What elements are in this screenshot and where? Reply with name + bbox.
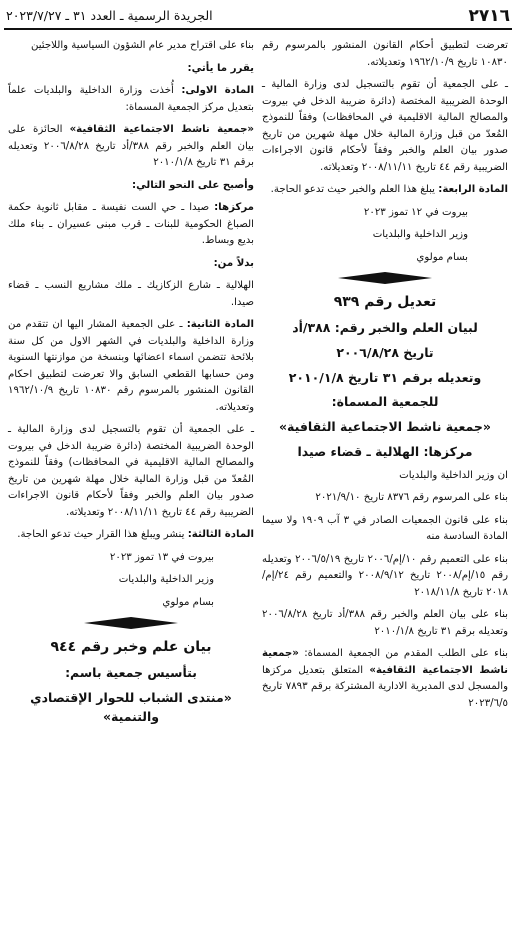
- paragraph: الهلالية ـ شارع الزكازيك ـ ملك مشاريع النسب ـ قضاء صيدا.: [8, 280, 254, 308]
- signatory-name: بسام مولوي: [416, 251, 468, 263]
- paragraph: ـ على الجمعية أن تقوم بالتسجيل لدى وزارة المالية ـ الوحدة الضريبية المختصة (دائرة ضريبة الدخل في بيروت والمصالح المالية الاقليمية في المحافظات) وفقاً للنموذج المُعدّ من قبل وزارة المالية خلال مهلة شهرين من تاريخ صدور بيان العلم والخبر وفقاً لأحكام قانون الاجراءات الضريبية رقم ٤٤ تاريخ ٢٠٠٨/١١/١١ وتعديلاته.: [8, 424, 254, 518]
- association-location: مركزها: الهلالية ـ قضاء صيدا: [297, 443, 473, 459]
- article-label: المادة الرابعة:: [438, 184, 508, 196]
- place-date: بيروت في ١٣ تموز ٢٠٢٣: [109, 551, 214, 563]
- minister-title: وزير الداخلية والبلديات: [372, 229, 468, 241]
- association-name: «منتدى الشباب للحوار الإقتصادي والتنمية»: [30, 690, 232, 724]
- paragraph: بناء على بيان العلم والخبر رقم ٣٨٨/أد تاريخ ٢٠٠٦/٨/٢٨ وتعديله برقم ٣١ تاريخ ٢٠١٠/١/٨: [262, 609, 508, 637]
- place-date: بيروت في ١٢ تموز ٢٠٢٣: [363, 206, 468, 218]
- association-name: «جمعية ناشط الاجتماعية الثقافية»: [69, 124, 254, 136]
- subheading: وأصبح على النحو التالي:: [132, 179, 254, 191]
- paragraph: ان وزير الداخلية والبلديات: [399, 469, 508, 481]
- article-text: ينشر ويبلغ هذا القرار حيث تدعو الحاجة.: [17, 529, 185, 541]
- notice-subtitle: وتعديله برقم ٣١ تاريخ ٢٠١٠/١/٨: [288, 369, 482, 385]
- association-name: «جمعية ناشط الاجتماعية الثقافية»: [262, 648, 508, 676]
- notice-subtitle: لبيان العلم والخبر رقم: ٣٨٨/أد: [292, 320, 478, 336]
- notice-subtitle: تاريخ ٢٠٠٦/٨/٢٨: [336, 344, 434, 360]
- running-header: الجريدة الرسمية ـ العدد ٣١ ـ ٢٠٢٣/٧/٢٧: [6, 8, 213, 23]
- subheading: بدلاً من:: [213, 257, 254, 269]
- notice-title: تعديل رقم ٩٣٩: [333, 294, 437, 311]
- separator-ornament: [338, 272, 432, 284]
- page-number: ٢٧١٦: [468, 6, 510, 26]
- paragraph: بناء على التعميم رقم ١٠/إم/٢٠٠٦ تاريخ ٢٠٠٦/٥/١٩ وتعديله رقم ١٥/إم/٢٠٠٨ تاريخ ٢٠٠٨/٩/١٢ والتعميم رقم ٢٤/إم/٢٠١٨ تاريخ ٢٠١٨/١١/٨: [262, 553, 509, 598]
- article-4: [262, 182, 508, 199]
- paragraph: تعرضت لتطبيق أحكام القانون المنشور بالمرسوم رقم ١٠٨٣٠ تاريخ ١٩٦٢/١٠/٩ وتعديلاته.: [262, 40, 508, 68]
- article-label: المادة الاولى:: [181, 85, 254, 97]
- right-column: [262, 38, 508, 718]
- page-header: [4, 6, 512, 30]
- text: الحائزة على بيان العلم والخبر رقم ٣٨٨/أد تاريخ ٢٠٠٦/٨/٢٨ وتعديله برقم ٣١ تاريخ ٢٠١٠/١/٨: [8, 124, 254, 169]
- article-1: [8, 83, 254, 116]
- article-label: المادة الثانية:: [186, 319, 254, 331]
- signatory-name: بسام مولوي: [162, 596, 214, 608]
- text: المتعلق بتعديل مركزها والمسجل لدى المديرية الادارية المشتركة برقم ٧٨٩٣ تاريخ ٢٠٢٣/٦/٥: [262, 664, 508, 709]
- article-text: يبلغ هذا العلم والخبر حيث تدعو الحاجة.: [270, 184, 435, 196]
- label: مركزها:: [214, 202, 254, 214]
- notice-subtitle: للجمعية المسماة:: [331, 394, 439, 410]
- paragraph: [262, 646, 508, 712]
- article-2: [8, 317, 254, 416]
- text: صيدا ـ حي الست نفيسة ـ مقابل ثانوية حكمة الصباغ الحكومية للبنات ـ قرب مبنى عسيران ـ بناء ملك بديع وبساط.: [8, 202, 254, 247]
- text: بناء على الطلب المقدم من الجمعية المسماة:: [304, 648, 508, 660]
- notice-title: بيان علم وخبر رقم ٩٤٤: [50, 639, 212, 656]
- article-3: [8, 527, 254, 544]
- paragraph: [8, 122, 254, 172]
- article-label: المادة الثالثة:: [187, 529, 254, 541]
- notice-subtitle: بتأسيس جمعية باسم:: [65, 665, 197, 681]
- paragraph: بناء على اقتراح مدير عام الشؤون السياسية واللاجئين: [30, 40, 254, 51]
- left-column: [8, 38, 254, 733]
- decision-heading: يقرر ما يأتي:: [187, 62, 254, 74]
- paragraph: بناء على قانون الجمعيات الصادر في ٣ آب ١٩٠٩ ولا سيما المادة السادسة منه: [262, 514, 509, 543]
- association-name: «جمعية ناشط الاجتماعية الثقافية»: [278, 419, 492, 435]
- minister-title: وزير الداخلية والبلديات: [118, 574, 214, 586]
- paragraph: بناء على المرسوم رقم ٨٣٧٦ تاريخ ٢٠٢١/٩/١٠: [315, 492, 508, 504]
- article-text: ـ على الجمعية المشار اليها ان تتقدم من وزارة الداخلية والبلديات في الشهر الاول من كل سنة بلائحة تتضمن اسماء اعضائها وبنسخة من موازنتها السنوية ومن حسابها القطعي السابق والا تعرضت لتطبيق احكام القانون المنشور بالمرسوم رقم ١٠٨٣٠ تاريخ ١٩٦٢/١٠/٩ وتعديلاته.: [8, 319, 255, 413]
- article-text: أُخذت وزارة الداخلية والبلديات علماً بتعديل مركز الجمعية المسماة:: [8, 85, 254, 113]
- paragraph: [8, 200, 254, 250]
- separator-ornament: [84, 617, 178, 629]
- paragraph: ـ على الجمعية أن تقوم بالتسجيل لدى وزارة المالية ـ الوحدة الضريبية المختصة (دائرة ضريبة الدخل في بيروت والمصالح المالية الاقليمية في المحافظات) وفقاً للنموذج المُعدّ من قبل وزارة المالية خلال مهلة شهرين من تاريخ صدور بيان العلم والخبر وفقاً لأحكام قانون الاجراءات الضريبية رقم ٤٤ تاريخ ٢٠٠٨/١١/١١ وتعديلاته.: [262, 79, 508, 173]
